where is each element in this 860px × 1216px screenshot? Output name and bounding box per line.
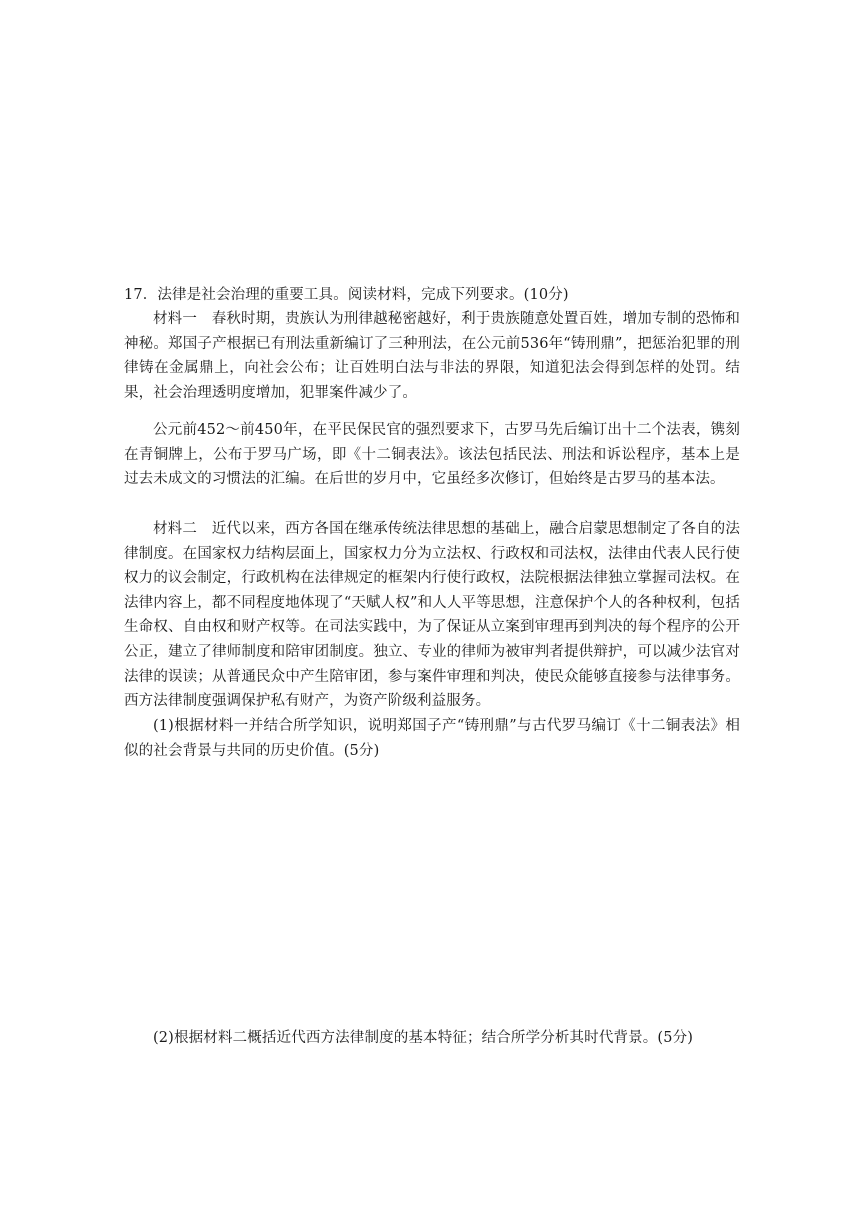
- material-one-paragraph-2: 公元前452～前450年，在平民保民官的强烈要求下，古罗马先后编订出十二个法表，镌刻在青铜牌上，公布于罗马广场，即《十二铜表法》。该法包括民法、刑法和诉讼程序，基本上是过去未成文的习惯法的汇编。在后世的岁月中，它虽经多次修订，但始终是古罗马的基本法。: [124, 422, 740, 488]
- material-two-paragraph: 材料二 近代以来，西方各国在继承传统法律思想的基础上，融合启蒙思想制定了各自的法律制度。在国家权力结构层面上，国家权力分为立法权、行政权和司法权，法律由代表人民行使权力的议会制定，行政机构在法律规定的框架内行使行政权，法院根据法律独立掌握司法权。在法律内容上，都不同程度地体现了“天赋人权”和人人平等思想，注意保护个人的各种权利，包括生命权、自由权和财产权等。在司法实践中，为了保证从立案到审理再到判决的每个程序的公开公正，建立了律师制度和陪审团制度。独立、专业的律师为被审判者提供辩护，可以减少法官对法律的误读；从普通民众中产生陪审团，参与案件审理和判决，使民众能够直接参与法律事务。西方法律制度强调保护私有财产，为资产阶级利益服务。: [124, 521, 740, 710]
- material-one-paragraph-1: 材料一 春秋时期，贵族认为刑律越秘密越好，利于贵族随意处置百姓，增加专制的恐怖和神秘。郑国子产根据已有刑法重新编订了三种刑法，在公元前536年“铸刑鼎”，把惩治犯罪的刑律铸在金属鼎上，向社会公布；让百姓明白法与非法的界限，知道犯法会得到怎样的处罚。结果，社会治理透明度增加，犯罪案件减少了。: [124, 311, 740, 401]
- sub-question-1: (1)根据材料一并结合所学知识，说明郑国子产“铸刑鼎”与古代罗马编订《十二铜表法》相似的社会背景与共同的历史价值。(5分): [124, 718, 740, 759]
- sub-question-2: (2)根据材料二概括近代西方法律制度的基本特征；结合所学分析其时代背景。(5分): [153, 1030, 694, 1046]
- question-title: 17．法律是社会治理的重要工具。阅读材料，完成下列要求。(10分): [124, 287, 569, 303]
